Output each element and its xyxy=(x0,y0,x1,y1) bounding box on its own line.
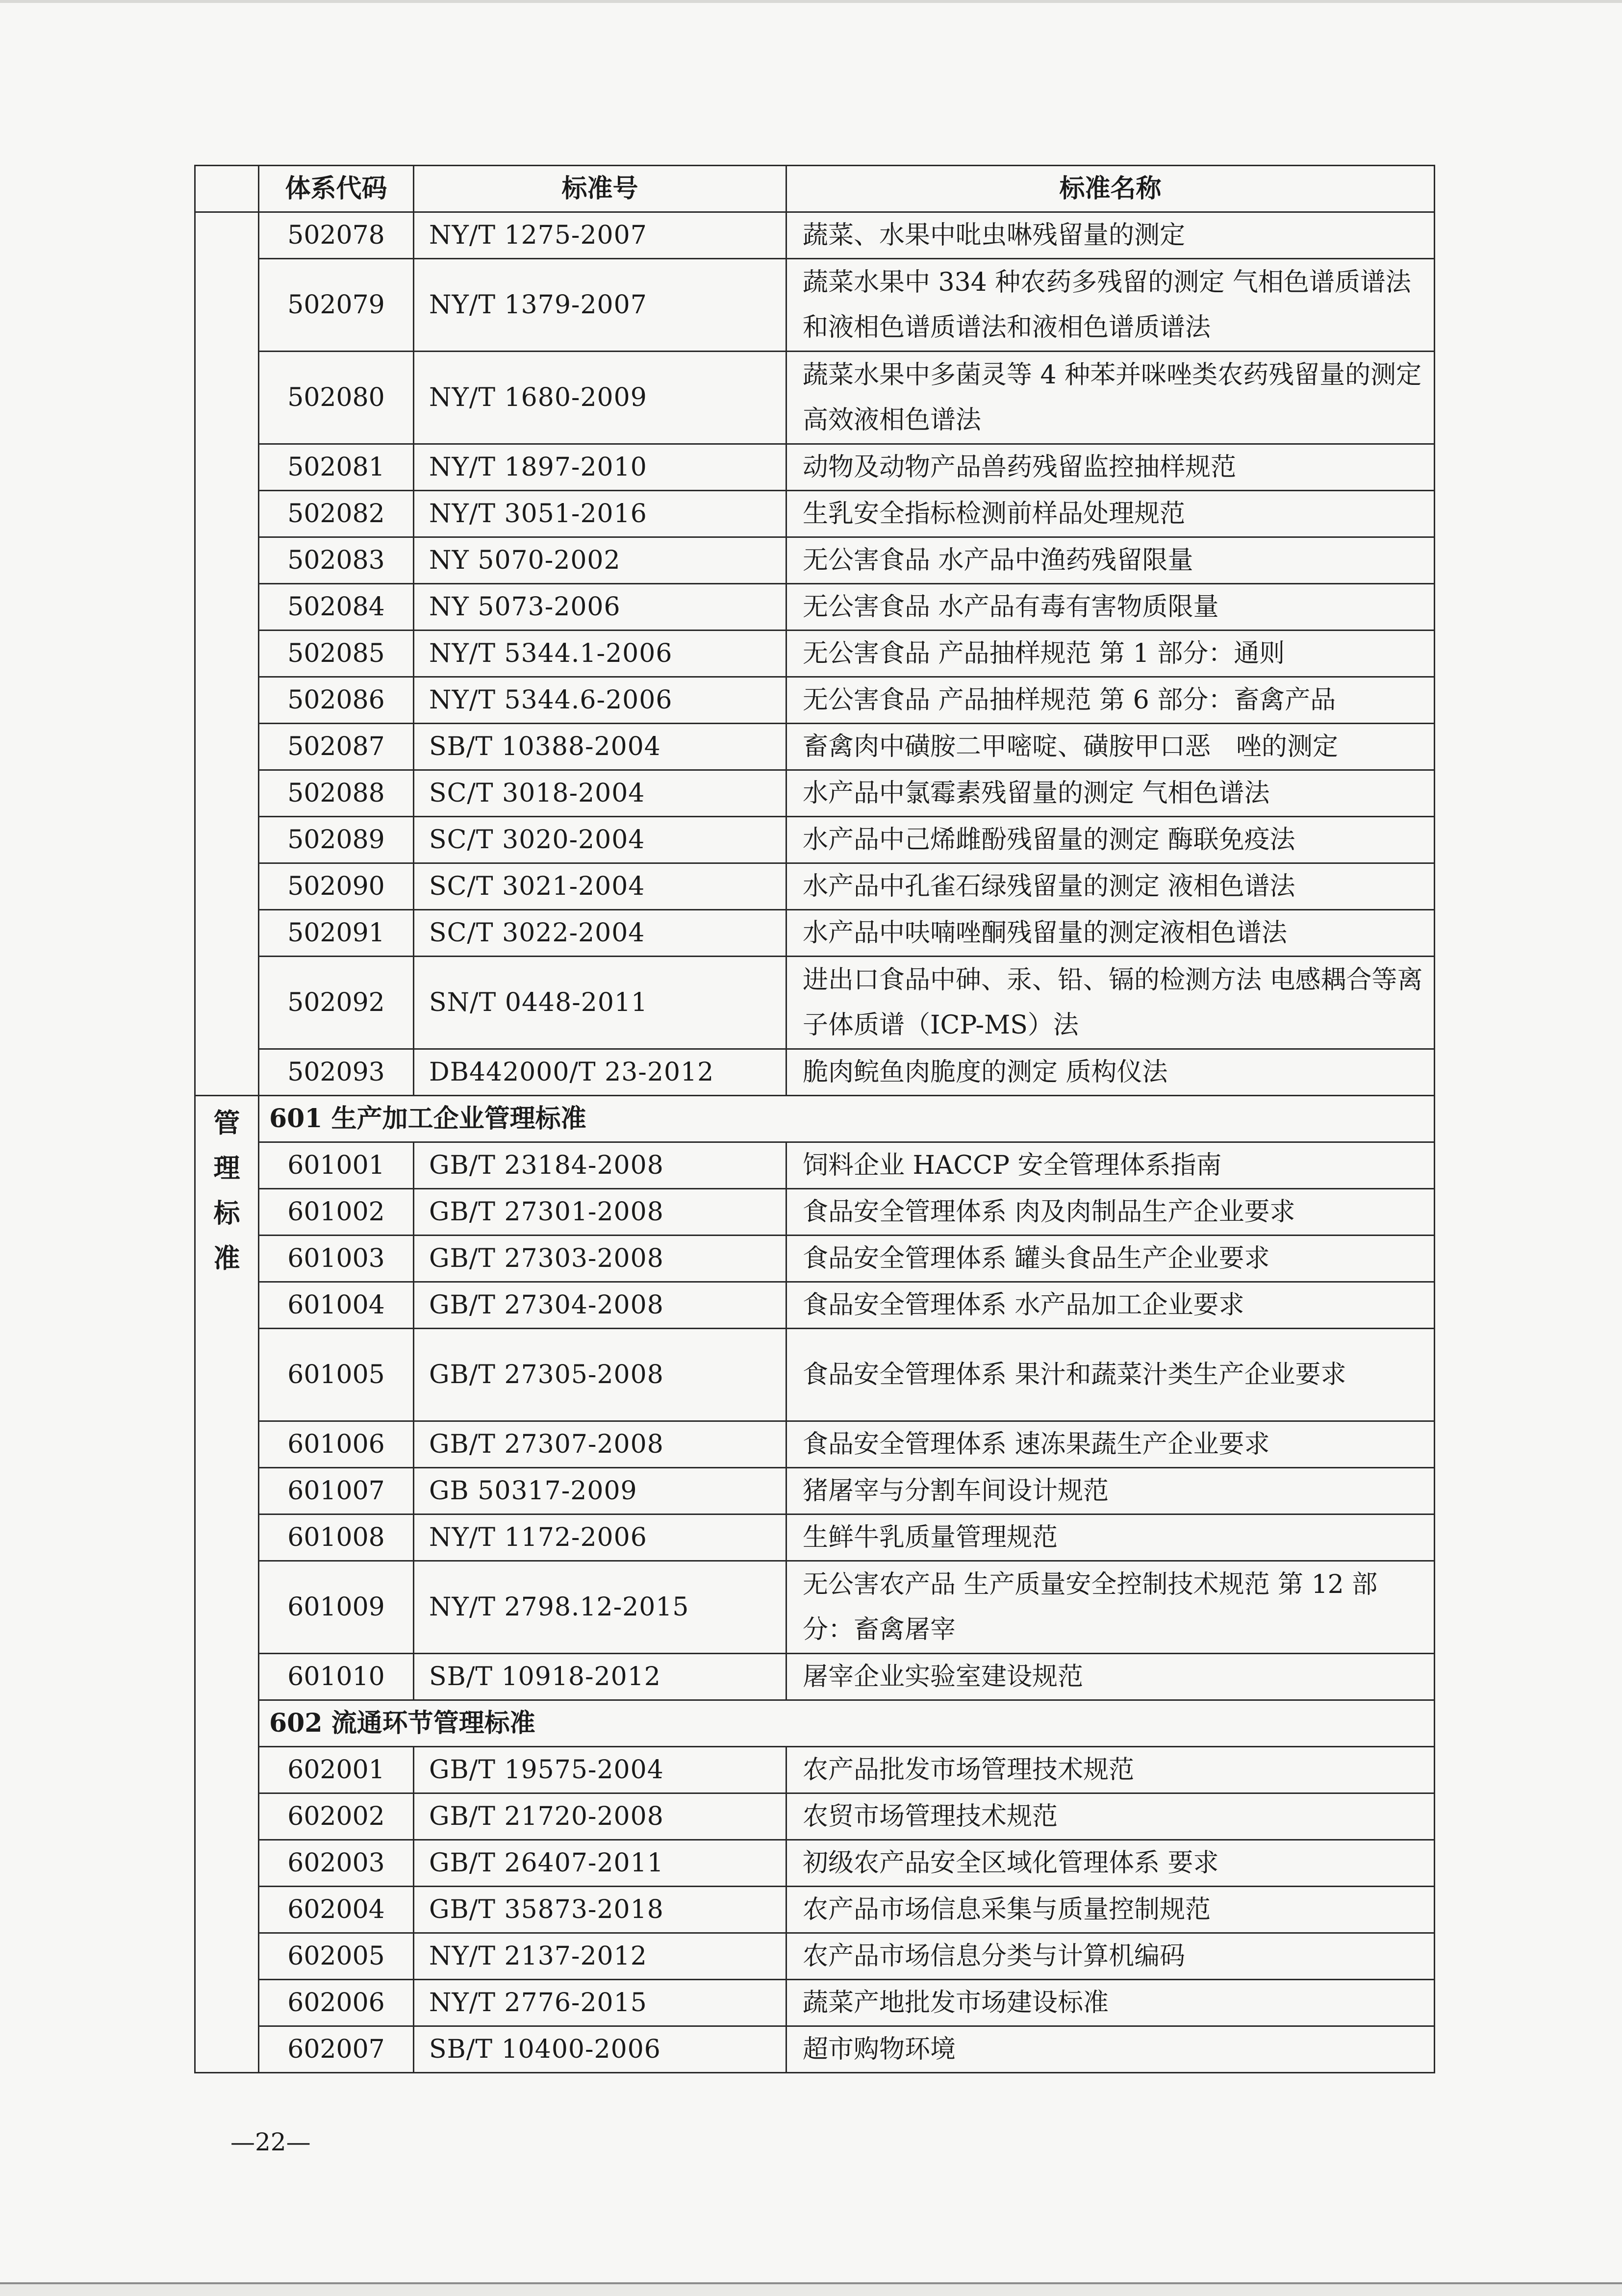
cell-code: 502093 xyxy=(259,1049,414,1096)
cell-std-no: NY/T 1275-2007 xyxy=(414,212,786,259)
cell-std-name: 水产品中呋喃唑酮残留量的测定液相色谱法 xyxy=(786,910,1435,957)
cell-std-no: NY 5073-2006 xyxy=(414,584,786,631)
cell-std-name: 脆肉鲩鱼肉脆度的测定 质构仪法 xyxy=(786,1049,1435,1096)
cell-std-name: 水产品中氯霉素残留量的测定 气相色谱法 xyxy=(786,770,1435,817)
cell-std-no: NY 5070-2002 xyxy=(414,537,786,584)
table-row xyxy=(195,1840,1435,1887)
cell-code: 602006 xyxy=(259,1980,414,2026)
table-row xyxy=(195,1236,1435,1282)
side-category-label xyxy=(195,1096,259,2073)
cell-code: 602004 xyxy=(259,1887,414,1933)
table-row xyxy=(195,259,1435,352)
cell-code: 502084 xyxy=(259,584,414,631)
cell-std-no: NY/T 2776-2015 xyxy=(414,1980,786,2026)
table-row xyxy=(195,1468,1435,1514)
table-header-row xyxy=(195,166,1435,212)
table-row xyxy=(195,1421,1435,1468)
side-label-char: 管 xyxy=(213,1107,240,1138)
cell-std-no: NY/T 1897-2010 xyxy=(414,444,786,491)
table-row xyxy=(195,957,1435,1049)
cell-code: 601005 xyxy=(259,1329,414,1421)
section-title-601: 601 生产加工企业管理标准 xyxy=(259,1096,1435,1142)
table-row xyxy=(195,910,1435,957)
cell-std-no: GB/T 21720-2008 xyxy=(414,1793,786,1840)
table-row xyxy=(195,1933,1435,1980)
table-row xyxy=(195,1142,1435,1189)
cell-std-name: 蔬菜产地批发市场建设标准 xyxy=(786,1980,1435,2026)
cell-std-name: 无公害食品 产品抽样规范 第 6 部分：畜禽产品 xyxy=(786,677,1435,724)
cell-code: 502081 xyxy=(259,444,414,491)
cell-code: 502079 xyxy=(259,259,414,352)
cell-std-name: 动物及动物产品兽药残留监控抽样规范 xyxy=(786,444,1435,491)
header-blank xyxy=(195,166,259,212)
cell-code: 601003 xyxy=(259,1236,414,1282)
cell-std-no: SC/T 3021-2004 xyxy=(414,863,786,910)
table-row xyxy=(195,1514,1435,1561)
cell-std-name: 农贸市场管理技术规范 xyxy=(786,1793,1435,1840)
cell-std-no: GB/T 19575-2004 xyxy=(414,1747,786,1793)
cell-code: 502086 xyxy=(259,677,414,724)
table-row xyxy=(195,1654,1435,1700)
table-row xyxy=(195,1793,1435,1840)
cell-code: 502087 xyxy=(259,724,414,770)
cell-code: 502091 xyxy=(259,910,414,957)
header-code: 体系代码 xyxy=(259,166,414,212)
page-number: —22— xyxy=(230,2128,311,2156)
cell-std-name: 水产品中己烯雌酚残留量的测定 酶联免疫法 xyxy=(786,817,1435,863)
standards-table-container xyxy=(194,165,1434,2073)
cell-std-name: 无公害农产品 生产质量安全控制技术规范 第 12 部分：畜禽屠宰 xyxy=(786,1561,1435,1654)
page-edge-top xyxy=(0,0,1622,3)
table-row xyxy=(195,1747,1435,1793)
cell-code: 601004 xyxy=(259,1282,414,1329)
table-row xyxy=(195,724,1435,770)
cell-code: 602002 xyxy=(259,1793,414,1840)
cell-std-no: GB/T 27305-2008 xyxy=(414,1329,786,1421)
cell-std-name: 蔬菜水果中 334 种农药多残留的测定 气相色谱质谱法和液相色谱质谱法和液相色谱质谱法 xyxy=(786,259,1435,352)
cell-std-no: NY/T 2798.12-2015 xyxy=(414,1561,786,1654)
side-blank-cell xyxy=(195,212,259,1096)
cell-std-no: SC/T 3018-2004 xyxy=(414,770,786,817)
cell-std-no: GB/T 27307-2008 xyxy=(414,1421,786,1468)
cell-code: 502089 xyxy=(259,817,414,863)
cell-code: 601010 xyxy=(259,1654,414,1700)
header-std-name: 标准名称 xyxy=(786,166,1435,212)
cell-std-name: 食品安全管理体系 果汁和蔬菜汁类生产企业要求 xyxy=(786,1329,1435,1421)
cell-std-no: NY/T 5344.6-2006 xyxy=(414,677,786,724)
table-row xyxy=(195,1189,1435,1236)
cell-std-name: 无公害食品 水产品中渔药残留限量 xyxy=(786,537,1435,584)
cell-std-name: 食品安全管理体系 肉及肉制品生产企业要求 xyxy=(786,1189,1435,1236)
cell-std-name: 屠宰企业实验室建设规范 xyxy=(786,1654,1435,1700)
cell-code: 602003 xyxy=(259,1840,414,1887)
standards-table xyxy=(194,165,1435,2073)
cell-std-no: NY/T 2137-2012 xyxy=(414,1933,786,1980)
cell-std-name: 蔬菜水果中多菌灵等 4 种苯并咪唑类农药残留量的测定 高效液相色谱法 xyxy=(786,352,1435,444)
table-row xyxy=(195,212,1435,259)
cell-code: 601002 xyxy=(259,1189,414,1236)
cell-std-name: 无公害食品 产品抽样规范 第 1 部分：通则 xyxy=(786,631,1435,677)
cell-std-no: SB/T 10388-2004 xyxy=(414,724,786,770)
table-row xyxy=(195,1887,1435,1933)
cell-std-no: NY/T 1379-2007 xyxy=(414,259,786,352)
table-row xyxy=(195,537,1435,584)
cell-std-no: SB/T 10918-2012 xyxy=(414,1654,786,1700)
cell-std-name: 食品安全管理体系 水产品加工企业要求 xyxy=(786,1282,1435,1329)
cell-code: 502085 xyxy=(259,631,414,677)
cell-std-name: 农产品市场信息分类与计算机编码 xyxy=(786,1933,1435,1980)
table-row xyxy=(195,1329,1435,1421)
side-label-char: 标 xyxy=(213,1197,240,1229)
cell-std-no: GB/T 27301-2008 xyxy=(414,1189,786,1236)
cell-code: 601006 xyxy=(259,1421,414,1468)
cell-std-no: GB/T 35873-2018 xyxy=(414,1887,786,1933)
cell-std-no: SB/T 10400-2006 xyxy=(414,2026,786,2073)
table-row xyxy=(195,491,1435,537)
cell-code: 601007 xyxy=(259,1468,414,1514)
cell-std-no: NY/T 3051-2016 xyxy=(414,491,786,537)
cell-std-name: 水产品中孔雀石绿残留量的测定 液相色谱法 xyxy=(786,863,1435,910)
cell-std-no: GB 50317-2009 xyxy=(414,1468,786,1514)
table-row xyxy=(195,1980,1435,2026)
cell-std-no: GB/T 26407-2011 xyxy=(414,1840,786,1887)
table-row xyxy=(195,770,1435,817)
section-row-602 xyxy=(195,1700,1435,1747)
cell-code: 502082 xyxy=(259,491,414,537)
cell-std-name: 蔬菜、水果中吡虫啉残留量的测定 xyxy=(786,212,1435,259)
side-label-char: 准 xyxy=(213,1242,240,1274)
cell-std-name: 食品安全管理体系 罐头食品生产企业要求 xyxy=(786,1236,1435,1282)
cell-code: 502078 xyxy=(259,212,414,259)
cell-code: 502092 xyxy=(259,957,414,1049)
cell-code: 502083 xyxy=(259,537,414,584)
cell-code: 502090 xyxy=(259,863,414,910)
cell-std-name: 初级农产品安全区域化管理体系 要求 xyxy=(786,1840,1435,1887)
table-row xyxy=(195,631,1435,677)
table-row xyxy=(195,444,1435,491)
table-body xyxy=(195,212,1435,2073)
cell-std-no: GB/T 27303-2008 xyxy=(414,1236,786,1282)
cell-std-name: 畜禽肉中磺胺二甲嘧啶、磺胺甲口恶 唑的测定 xyxy=(786,724,1435,770)
cell-code: 502080 xyxy=(259,352,414,444)
cell-std-no: SN/T 0448-2011 xyxy=(414,957,786,1049)
cell-code: 601009 xyxy=(259,1561,414,1654)
cell-std-no: GB/T 27304-2008 xyxy=(414,1282,786,1329)
cell-code: 601001 xyxy=(259,1142,414,1189)
cell-std-no: DB442000/T 23-2012 xyxy=(414,1049,786,1096)
section-title-602: 602 流通环节管理标准 xyxy=(259,1700,1435,1747)
table-row xyxy=(195,817,1435,863)
cell-std-no: SC/T 3020-2004 xyxy=(414,817,786,863)
cell-std-name: 无公害食品 水产品有毒有害物质限量 xyxy=(786,584,1435,631)
table-row xyxy=(195,863,1435,910)
cell-code: 602005 xyxy=(259,1933,414,1980)
cell-std-name: 进出口食品中砷、汞、铅、镉的检测方法 电感耦合等离子体质谱（ICP-MS）法 xyxy=(786,957,1435,1049)
cell-code: 602007 xyxy=(259,2026,414,2073)
table-row xyxy=(195,1282,1435,1329)
cell-code: 601008 xyxy=(259,1514,414,1561)
cell-std-no: NY/T 1172-2006 xyxy=(414,1514,786,1561)
cell-std-no: NY/T 1680-2009 xyxy=(414,352,786,444)
table-row xyxy=(195,1561,1435,1654)
table-row xyxy=(195,677,1435,724)
cell-std-name: 生乳安全指标检测前样品处理规范 xyxy=(786,491,1435,537)
cell-std-name: 饲料企业 HACCP 安全管理体系指南 xyxy=(786,1142,1435,1189)
cell-std-name: 农产品批发市场管理技术规范 xyxy=(786,1747,1435,1793)
cell-std-no: NY/T 5344.1-2006 xyxy=(414,631,786,677)
header-std-no: 标准号 xyxy=(414,166,786,212)
table-row xyxy=(195,2026,1435,2073)
table-row xyxy=(195,352,1435,444)
cell-std-name: 食品安全管理体系 速冻果蔬生产企业要求 xyxy=(786,1421,1435,1468)
table-row xyxy=(195,584,1435,631)
cell-std-name: 生鲜牛乳质量管理规范 xyxy=(786,1514,1435,1561)
cell-code: 502088 xyxy=(259,770,414,817)
side-label-char: 理 xyxy=(213,1152,240,1184)
cell-std-no: SC/T 3022-2004 xyxy=(414,910,786,957)
cell-code: 602001 xyxy=(259,1747,414,1793)
cell-std-name: 农产品市场信息采集与质量控制规范 xyxy=(786,1887,1435,1933)
section-row-601 xyxy=(195,1096,1435,1142)
cell-std-no: GB/T 23184-2008 xyxy=(414,1142,786,1189)
table-row xyxy=(195,1049,1435,1096)
cell-std-name: 猪屠宰与分割车间设计规范 xyxy=(786,1468,1435,1514)
cell-std-name: 超市购物环境 xyxy=(786,2026,1435,2073)
